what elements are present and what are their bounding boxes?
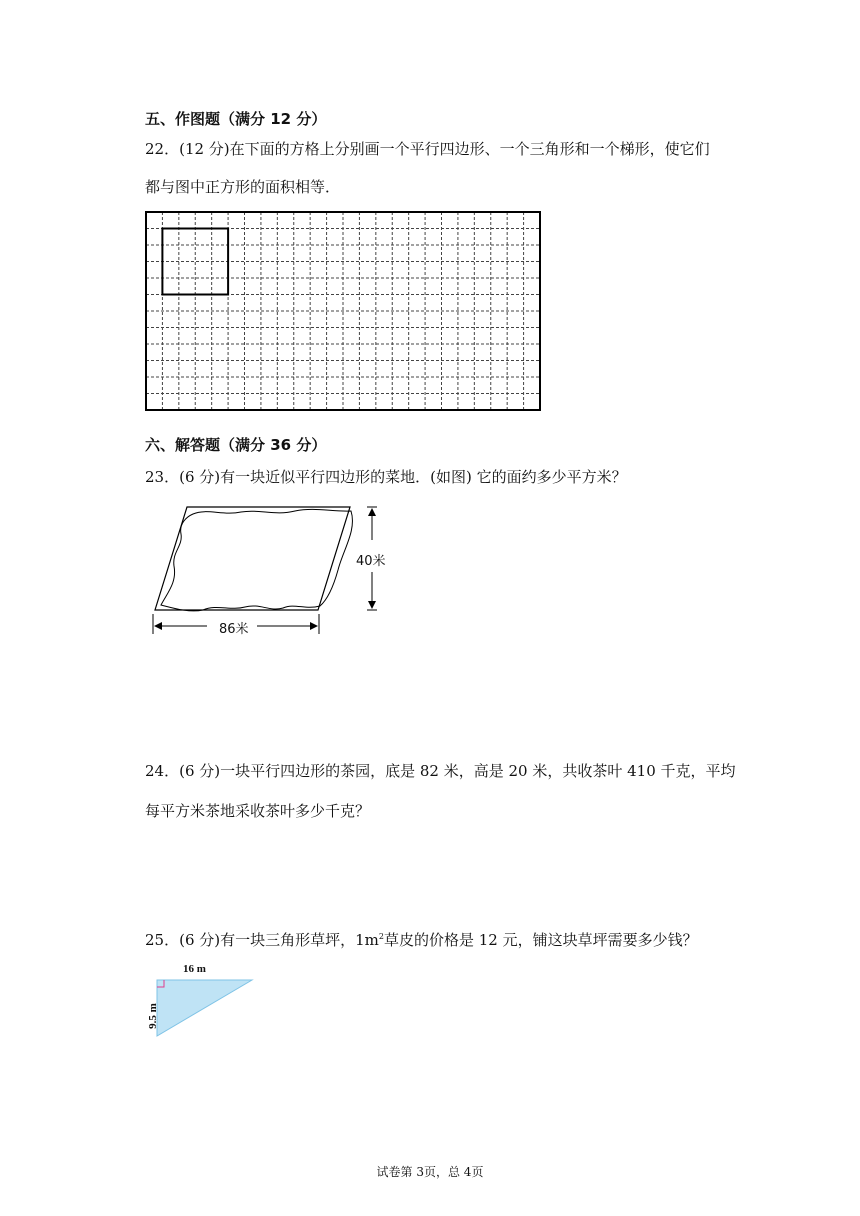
vegetable-plot-figure xyxy=(145,500,395,640)
parallelogram-outline xyxy=(155,507,350,610)
triangle-lawn-figure xyxy=(155,978,255,1038)
page-footer: 试卷第 3页，总 4页 xyxy=(376,1165,484,1179)
height-label: 40米 xyxy=(356,550,386,569)
right-triangle xyxy=(157,980,252,1036)
grid-lines xyxy=(146,212,540,410)
q25-text-end: 草皮的价格是 12 元，铺这块草坪需要多少钱？ xyxy=(383,931,698,949)
q22-line-2: 都与图中正方形的面积相等． xyxy=(145,178,341,196)
triangle-side-label: 9.5 m xyxy=(147,1003,159,1029)
base-label: 86米 xyxy=(219,618,249,637)
section-5-heading: 五、作图题（满分 12 分） xyxy=(145,110,327,128)
q25-superscript: 2 xyxy=(378,932,384,941)
square-grid-figure xyxy=(143,209,543,413)
irregular-plot-boundary xyxy=(161,509,352,611)
section-6-heading: 六、解答题（满分 36 分） xyxy=(145,436,327,454)
q24-line-2: 每平方米茶地采收茶叶多少千克？ xyxy=(145,802,371,820)
q25-text-start: 25．(6 分)有一块三角形草坪，1m xyxy=(145,931,379,949)
triangle-top-label: 16 m xyxy=(183,963,206,975)
q25-text xyxy=(145,918,698,959)
q24-line-1: 24．(6 分)一块平行四边形的茶园，底是 82 米，高是 20 米，共收茶叶 410 千克，平均 xyxy=(145,762,736,780)
q23-text: 23．(6 分)有一块近似平行四边形的菜地．(如图) 它的面约多少平方米？ xyxy=(145,468,627,486)
q22-line-1: 22．(12 分)在下面的方格上分别画一个平行四边形、一个三角形和一个梯形，使它们 xyxy=(145,140,710,158)
